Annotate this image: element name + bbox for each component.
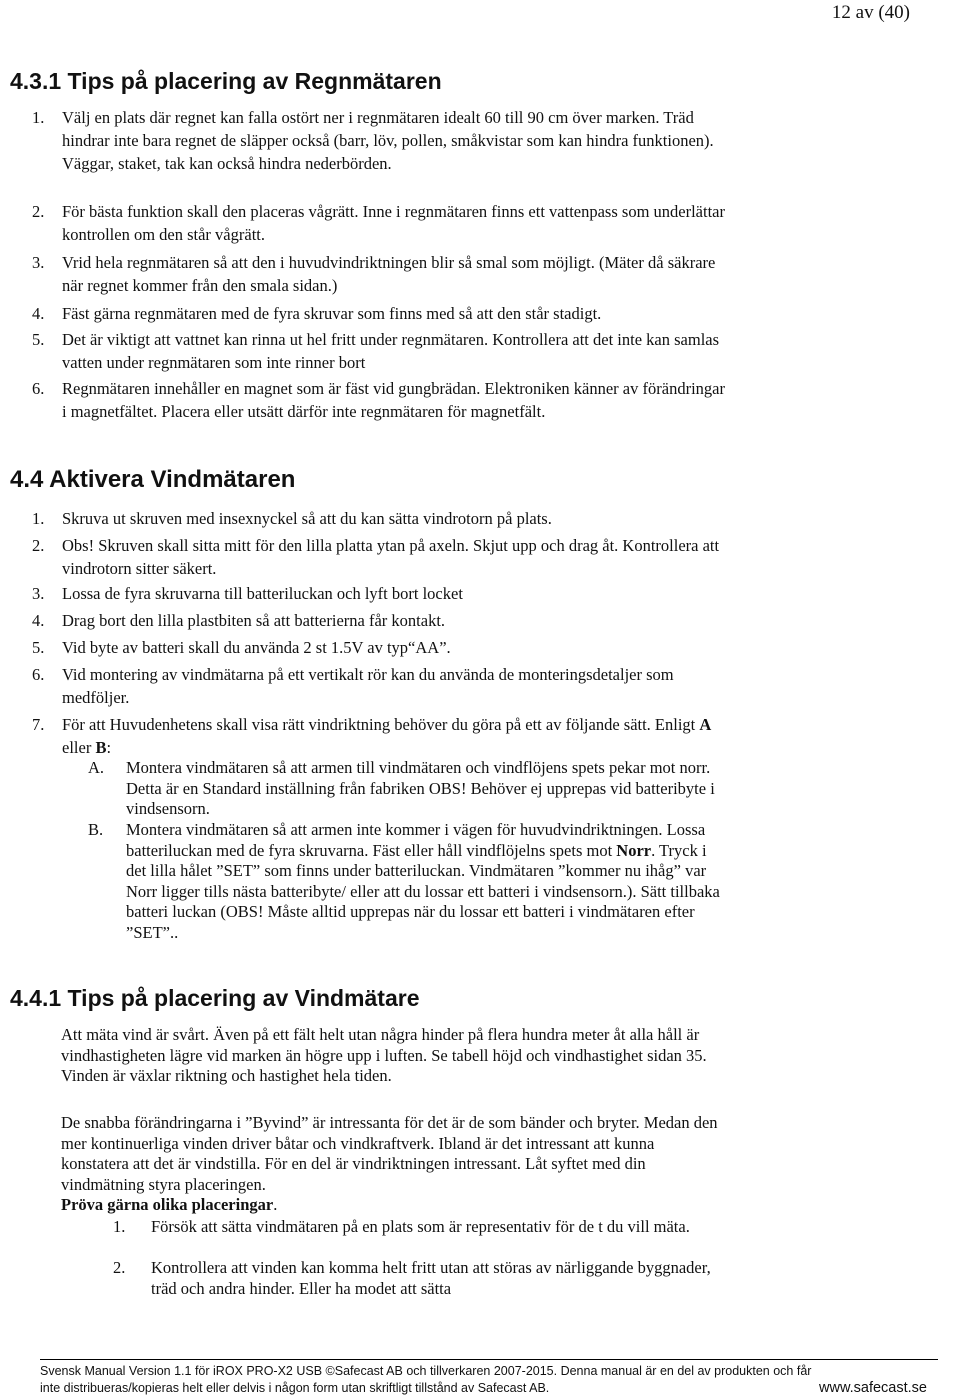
list-number: 3. [32, 584, 45, 603]
section-heading-44: 4.4 Aktivera Vindmätaren [10, 466, 296, 493]
list-number: 1. [32, 108, 45, 127]
list-number: 2. [32, 202, 45, 221]
sub-item-b [88, 820, 728, 943]
section-heading-441: 4.4.1 Tips på placering av Vindmätare [10, 985, 420, 1011]
list-item [32, 328, 732, 374]
list-item [32, 377, 732, 423]
list-number: 7. [32, 715, 45, 734]
paragraph: Att mäta vind är svårt. Även på ett fält helt utan några hinder på flera hundra meter åt alla håll är vindhastigheten lägre vid marken än högre upp i luften. Se tabell höjd och vindhastighet sidan 35. Vinden är växlar riktning och hastighet hela tiden. [61, 1025, 707, 1085]
try-placements-label: Pröva gärna olika placeringar. [61, 1195, 278, 1214]
list-text: Drag bort den lilla plastbiten så att batterierna får kontakt. [62, 611, 446, 630]
list-text: Skruva ut skruven med insexnyckel så att du kan sätta vindrotorn på plats. [62, 509, 552, 528]
list-item [32, 302, 732, 325]
list-number: 5. [32, 638, 45, 657]
footer-divider [40, 1359, 938, 1360]
list-number: 4. [32, 611, 45, 630]
footer-line-1: Svensk Manual Version 1.1 för iROX PRO-X2 USB ©Safecast AB och tillverkaren 2007-2015. Denna manual är en del av produkten och får [40, 1364, 812, 1378]
footer-line-2: inte distribueras/kopieras helt eller delvis i någon form utan skriftligt tillstånd av Safecast AB. [40, 1381, 550, 1395]
list-item [32, 609, 732, 632]
section-heading-431: 4.3.1 Tips på placering av Regnmätaren [10, 68, 442, 94]
list-text: Det är viktigt att vattnet kan rinna ut hel fritt under regnmätaren. Kontrollera att det inte kan samlas vatten under regnmätaren som inte rinner bort [62, 330, 720, 372]
list-item [32, 663, 732, 709]
footer-website: www.safecast.se [819, 1380, 927, 1396]
list-text: Välj en plats där regnet kan falla ostört ner i regnmätaren idealt 60 till 90 cm över marken. Träd hindrar inte bara regnet de släpper också (barr, löv, pollen, småkvistar som kan hindra funktionen). Väggar, staket, tak kan också hindra nederbörden. [62, 108, 714, 173]
paragraph: De snabba förändringarna i ”Byvind” är intressanta för det är de som bänder och bryter. Medan den mer kontinuerliga vinden driver båtar och vindkraftverk. Ibland är det intressant att kunna konstatera att det är vindstilla. För en del är vindriktningen intressant. Låt syftet med din vindmätning styra placeringen. [61, 1113, 718, 1194]
list-item [113, 1258, 723, 1299]
list-item [32, 251, 732, 297]
list-item [32, 713, 732, 759]
list-number: 6. [32, 379, 45, 398]
sub-letter: A. [88, 758, 105, 777]
list-number: 4. [32, 304, 45, 323]
footer [40, 1363, 945, 1397]
option-b-label: B [95, 738, 107, 757]
list-number: 1. [32, 509, 45, 528]
list-text: Obs! Skruven skall sitta mitt för den lilla platta ytan på axeln. Skjut upp och drag åt. Kontrollera att vindrotorn sitter säkert. [62, 536, 720, 578]
sub-text: Montera vindmätaren så att armen inte kommer i vägen för huvudvindriktningen. Lossa batteriluckan med de fyra skruvarna. Fäst eller håll vindflöjelns spets mot Norr. Tryck i det lilla hålet ”SET” som finns under batteriluckan. Vindmätaren ”kommer nu ihåg” var Norr ligger tills nästa batteribyte/ eller att du lossar ett batteri i vindsensorn.). Sätt tillbaka batteri luckan (OBS! Måste alltid upprepas när du lossar ett batteri i vindmätaren efter ”SET”.. [126, 820, 720, 942]
list-item [113, 1217, 723, 1238]
option-a-label: A [699, 715, 712, 734]
list-text: Vrid hela regnmätaren så att den i huvudvindriktningen blir så smal som möjligt. (Mäter då säkrare när regnet kommer från den smala sidan.) [62, 253, 716, 295]
sub-item-a [88, 758, 728, 820]
list-number: 2. [32, 536, 45, 555]
list-number: 2. [113, 1258, 126, 1277]
sub-letter: B. [88, 820, 104, 839]
list-item [32, 534, 732, 580]
list-number: 6. [32, 665, 45, 684]
list-text: Vid byte av batteri skall du använda 2 st 1.5V av typ“AA”. [62, 638, 451, 657]
page-number: 12 av (40) [831, 2, 910, 23]
list-text: För bästa funktion skall den placeras vågrätt. Inne i regnmätaren finns ett vattenpass som underlättar kontrollen om den står vågrätt. [62, 202, 725, 244]
list-item [32, 106, 732, 175]
list-number: 3. [32, 253, 45, 272]
list-text: Fäst gärna regnmätaren med de fyra skruvar som finns med så att den står stadigt. [62, 304, 602, 323]
list-number: 5. [32, 330, 45, 349]
list-number: 1. [113, 1217, 126, 1236]
list-item [32, 200, 732, 246]
list-text: Vid montering av vindmätarna på ett vertikalt rör kan du använda de monteringsdetaljer som medföljer. [62, 665, 674, 707]
sub-text: Montera vindmätaren så att armen till vindmätaren och vindflöjens spets pekar mot norr. Detta är en Standard inställning från fabriken OBS! Behöver ej upprepas vid batteribyte i vindsensorn. [126, 758, 715, 818]
list-item [32, 507, 732, 530]
list-text: Kontrollera att vinden kan komma helt fritt utan att störas av närliggande byggnader, träd och andra hinder. Eller ha modet att sätta [151, 1258, 711, 1298]
list-item [32, 582, 732, 605]
list-item [32, 636, 732, 659]
norr-label: Norr [616, 840, 652, 860]
list-text: Lossa de fyra skruvarna till batteriluckan och lyft bort locket [62, 584, 463, 603]
list-text: Försök att sätta vindmätaren på en plats som är representativ för de t du vill mäta. [151, 1217, 690, 1236]
list-text: För att Huvudenhetens skall visa rätt vindriktning behöver du göra på ett av följande sätt. Enligt A eller B: [62, 715, 712, 757]
list-text: Regnmätaren innehåller en magnet som är fäst vid gungbrädan. Elektroniken känner av förändringar i magnetfältet. Placera eller utsätt därför inte regnmätaren för magnetfält. [62, 379, 725, 421]
